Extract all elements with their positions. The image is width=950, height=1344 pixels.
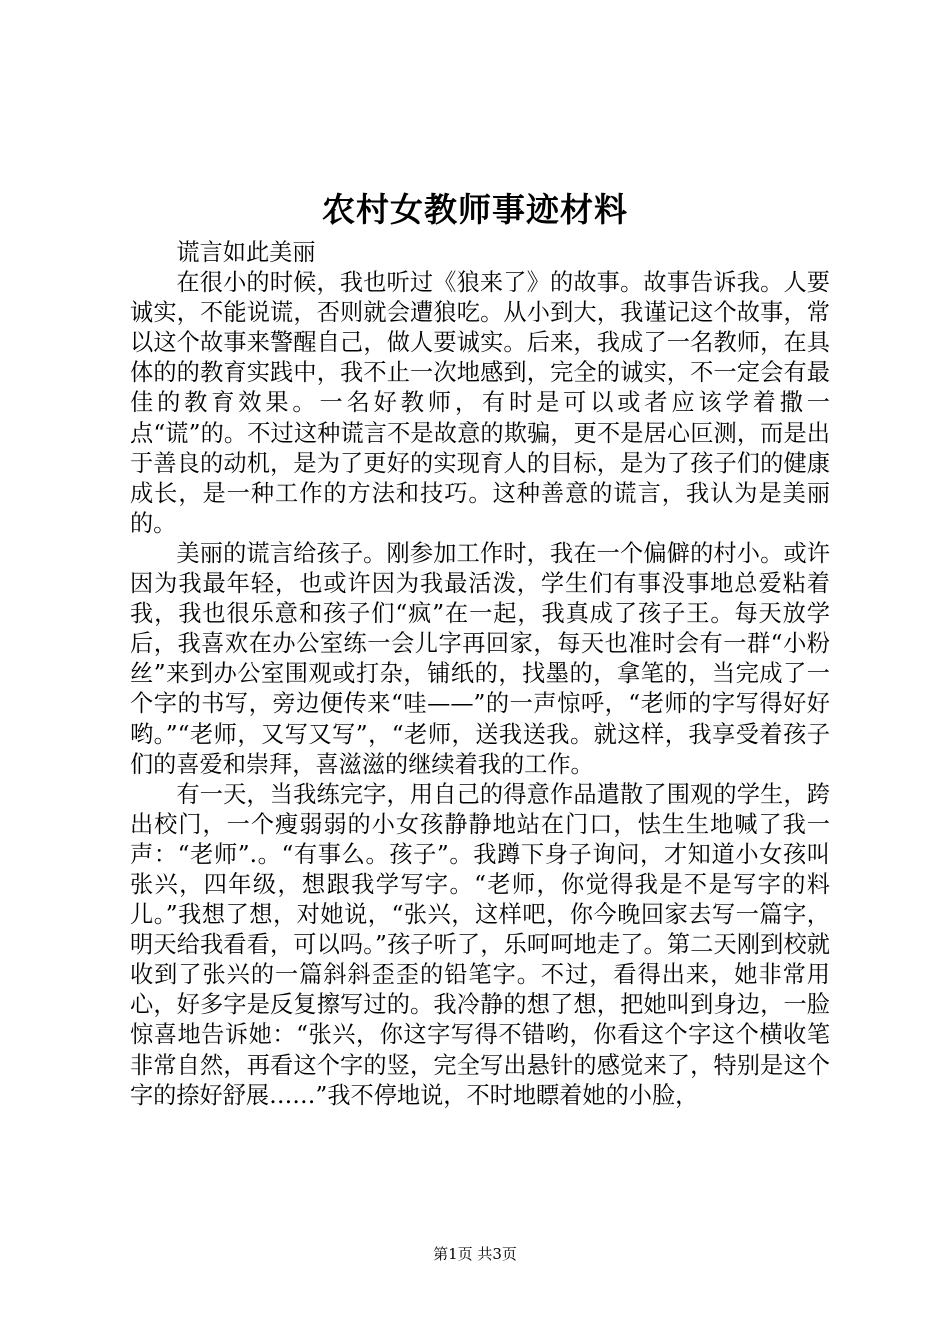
section-heading: 谎言如此美丽	[176, 239, 316, 266]
page-number-footer: 第1页 共3页	[433, 1245, 517, 1263]
paragraph: 美丽的谎言给孩子。刚参加工作时，我在一个偏僻的村小。或许因为我最年轻，也或许因为我最活泼，学生们有事没事地总爱粘着我，我也很乐意和孩子们“疯”在一起，我真成了孩子王。每天放学后，我喜欢在办公室练一会儿字再回家，每天也准时会有一群“小粉丝”来到办公室围观或打杂，铺纸的，找墨的，拿笔的，当完成了一个字的书写，旁边便传来“哇——”的一声惊呼，“老师的字写得好好哟。”“老师，又写又写”，“老师，送我送我。就这样，我享受着孩子们的喜爱和崇拜，喜滋滋的继续着我的工作。	[130, 539, 830, 778]
document-body	[130, 238, 830, 1111]
paragraph: 在很小的时候，我也听过《狼来了》的故事。故事告诉我。人要诚实，不能说谎，否则就会遭狼吃。从小到大，我谨记这个故事，常以这个故事来警醒自己，做人要诚实。后来，我成了一名教师，在具体的的教育实践中，我不止一次地感到，完全的诚实，不一定会有最佳的教育效果。一名好教师，有时是可以或者应该学着撒一点“谎”的。不过这种谎言不是故意的欺骗，更不是居心叵测，而是出于善良的动机，是为了更好的实现育人的目标，是为了孩子们的健康成长，是一种工作的方法和技巧。这种善意的谎言，我认为是美丽的。	[130, 269, 830, 537]
document-title: 农村女教师事迹材料	[322, 190, 628, 229]
paragraph: 有一天，当我练完字，用自己的得意作品遣散了围观的学生，跨出校门，一个瘦弱弱的小女孩静静地站在门口，怯生生地喊了我一声：“老师”.。“有事么。孩子”。我蹲下身子询问，才知道小女孩叫张兴，四年级，想跟我学写字。“老师，你觉得我是不是写字的料儿。”我想了想，对她说，“张兴，这样吧，你今晚回家去写一篇字，明天给我看看，可以吗。”孩子听了，乐呵呵地走了。第二天刚到校就收到了张兴的一篇斜斜歪歪的铅笔字。不过，看得出来，她非常用心，好多字是反复擦写过的。我冷静的想了想，把她叫到身边，一脸惊喜地告诉她：“张兴，你这字写得不错哟，你看这个字这个横收笔非常自然，再看这个字的竖，完全写出悬针的感觉来了，特别是这个字的捺好舒展……”我不停地说，不时地瞟着她的小脸，	[130, 780, 830, 1109]
